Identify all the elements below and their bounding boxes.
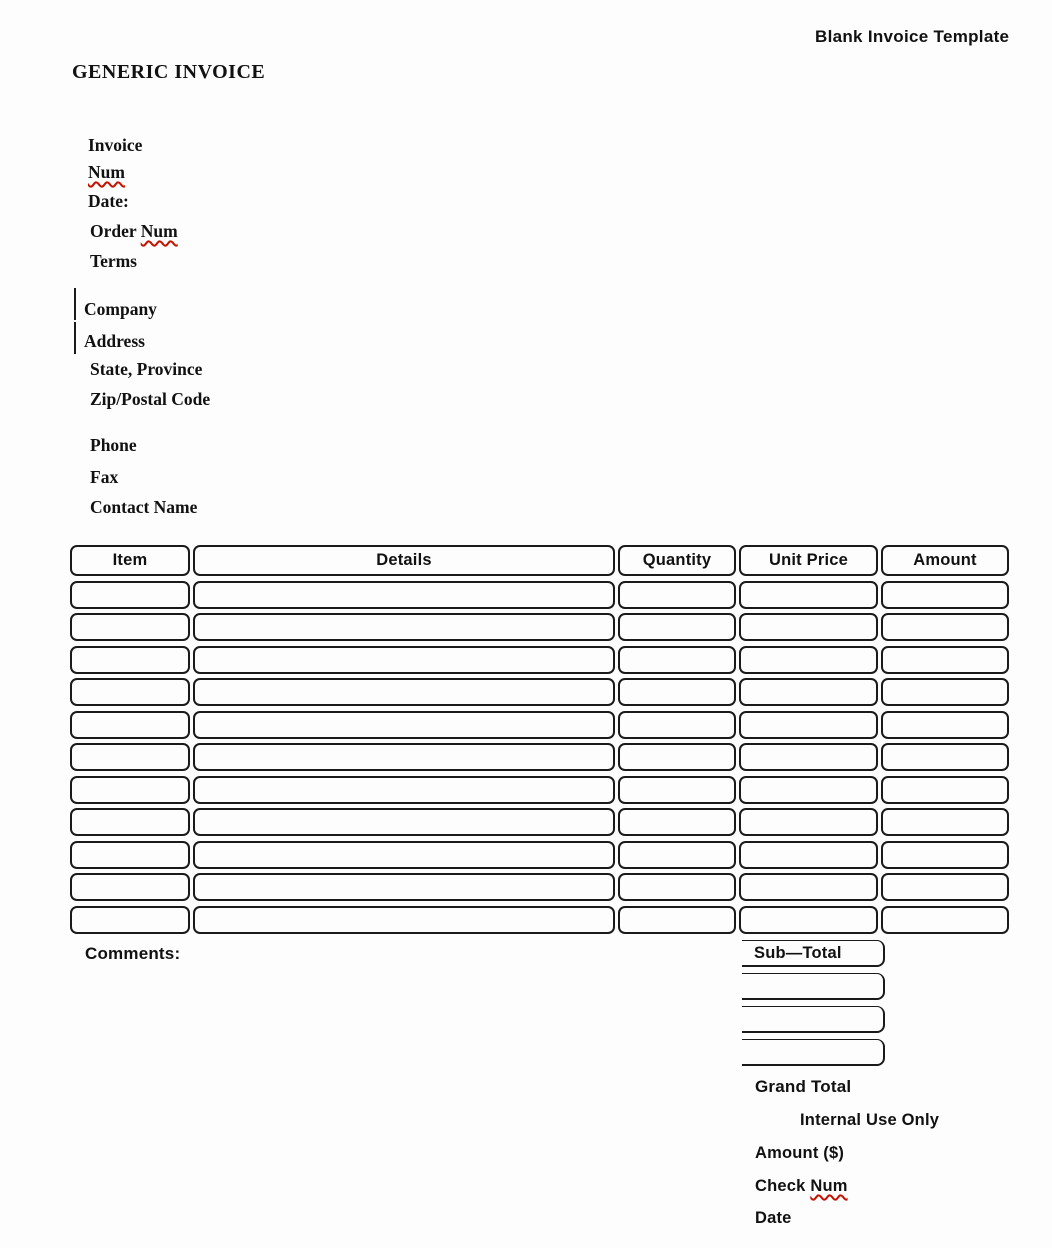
invoice-label: Invoice	[88, 135, 143, 155]
table-cell-empty	[881, 873, 1009, 901]
company-label: Company	[84, 299, 157, 319]
table-cell-empty	[881, 808, 1009, 836]
table-cell-empty	[739, 711, 878, 739]
table-cell-empty	[70, 776, 190, 804]
sub-total-box	[742, 940, 885, 967]
table-cell-empty	[739, 873, 878, 901]
table-cell-empty	[739, 808, 878, 836]
table-cell-empty	[193, 711, 615, 739]
comments-label: Comments:	[85, 944, 181, 963]
table-cell-empty	[881, 678, 1009, 706]
column-header-amount: Amount	[881, 545, 1009, 576]
internal-date-label: Date	[755, 1209, 792, 1227]
document-corner-title: Blank Invoice Template	[815, 27, 1010, 46]
address-label: Address	[84, 331, 145, 351]
phone-label: Phone	[90, 435, 137, 455]
order-label-text: Order	[90, 221, 137, 241]
zip-postal-label: Zip/Postal Code	[90, 389, 211, 409]
table-cell-empty	[70, 646, 190, 674]
table-cell-empty	[739, 906, 878, 934]
table-cell-empty	[618, 613, 736, 641]
line-items-table	[70, 545, 1009, 934]
table-cell-empty	[193, 906, 615, 934]
table-cell-empty	[618, 678, 736, 706]
column-header-details: Details	[193, 545, 615, 576]
fax-label: Fax	[90, 467, 119, 487]
table-cell-empty	[193, 841, 615, 869]
table-cell-empty	[618, 841, 736, 869]
table-cell-empty	[618, 873, 736, 901]
check-num-label	[755, 1177, 848, 1196]
grand-total-label: Grand Total	[755, 1077, 852, 1096]
table-cell-empty	[739, 678, 878, 706]
table-cell-empty	[739, 776, 878, 804]
table-cell-empty	[193, 743, 615, 771]
table-cell-empty	[70, 873, 190, 901]
internal-use-heading: Internal Use Only	[800, 1111, 940, 1129]
terms-label: Terms	[90, 251, 137, 271]
table-cell-empty	[881, 581, 1009, 609]
table-cell-empty	[193, 873, 615, 901]
table-cell-empty	[739, 613, 878, 641]
table-cell-empty	[881, 613, 1009, 641]
table-cell-empty	[881, 776, 1009, 804]
order-num-label-text: Num	[140, 221, 178, 241]
table-cell-empty	[618, 743, 736, 771]
column-header-unit-price: Unit Price	[739, 545, 878, 576]
table-cell-empty	[193, 678, 615, 706]
check-label-text: Check	[755, 1177, 806, 1195]
table-cell-empty	[881, 646, 1009, 674]
sub-total-label: Sub—Total	[754, 943, 842, 962]
table-cell-empty	[70, 678, 190, 706]
table-cell-empty	[618, 906, 736, 934]
column-header-quantity: Quantity	[618, 545, 736, 576]
table-cell-empty	[618, 581, 736, 609]
table-cell-empty	[739, 743, 878, 771]
table-cell-empty	[70, 808, 190, 836]
table-cell-empty	[881, 906, 1009, 934]
page-title: GENERIC INVOICE	[72, 61, 266, 83]
table-cell-empty	[193, 808, 615, 836]
table-cell-empty	[739, 841, 878, 869]
table-cell-empty	[739, 581, 878, 609]
text-cursor-mark	[74, 288, 76, 320]
table-cell-empty	[739, 646, 878, 674]
table-cell-empty	[70, 581, 190, 609]
table-cell-empty	[881, 841, 1009, 869]
total-box-empty	[742, 1039, 885, 1066]
table-cell-empty	[70, 711, 190, 739]
date-label: Date:	[88, 191, 129, 211]
totals-column	[742, 940, 885, 1066]
table-cell-empty	[193, 613, 615, 641]
table-cell-empty	[193, 776, 615, 804]
table-cell-empty	[618, 646, 736, 674]
invoice-num-label: Num	[88, 162, 125, 182]
state-province-label: State, Province	[90, 359, 203, 379]
table-cell-empty	[881, 743, 1009, 771]
table-cell-empty	[70, 906, 190, 934]
table-cell-empty	[618, 776, 736, 804]
text-cursor-mark	[74, 322, 76, 354]
contact-name-label: Contact Name	[90, 497, 198, 517]
check-num-label-text: Num	[810, 1177, 848, 1195]
table-cell-empty	[881, 711, 1009, 739]
table-cell-empty	[70, 743, 190, 771]
table-cell-empty	[193, 646, 615, 674]
internal-amount-label: Amount ($)	[755, 1144, 845, 1162]
table-cell-empty	[70, 613, 190, 641]
table-cell-empty	[193, 581, 615, 609]
order-num-label	[90, 221, 178, 242]
column-header-item: Item	[70, 545, 190, 576]
total-box-empty	[742, 973, 885, 1000]
table-cell-empty	[618, 711, 736, 739]
total-box-empty	[742, 1006, 885, 1033]
table-cell-empty	[618, 808, 736, 836]
table-cell-empty	[70, 841, 190, 869]
